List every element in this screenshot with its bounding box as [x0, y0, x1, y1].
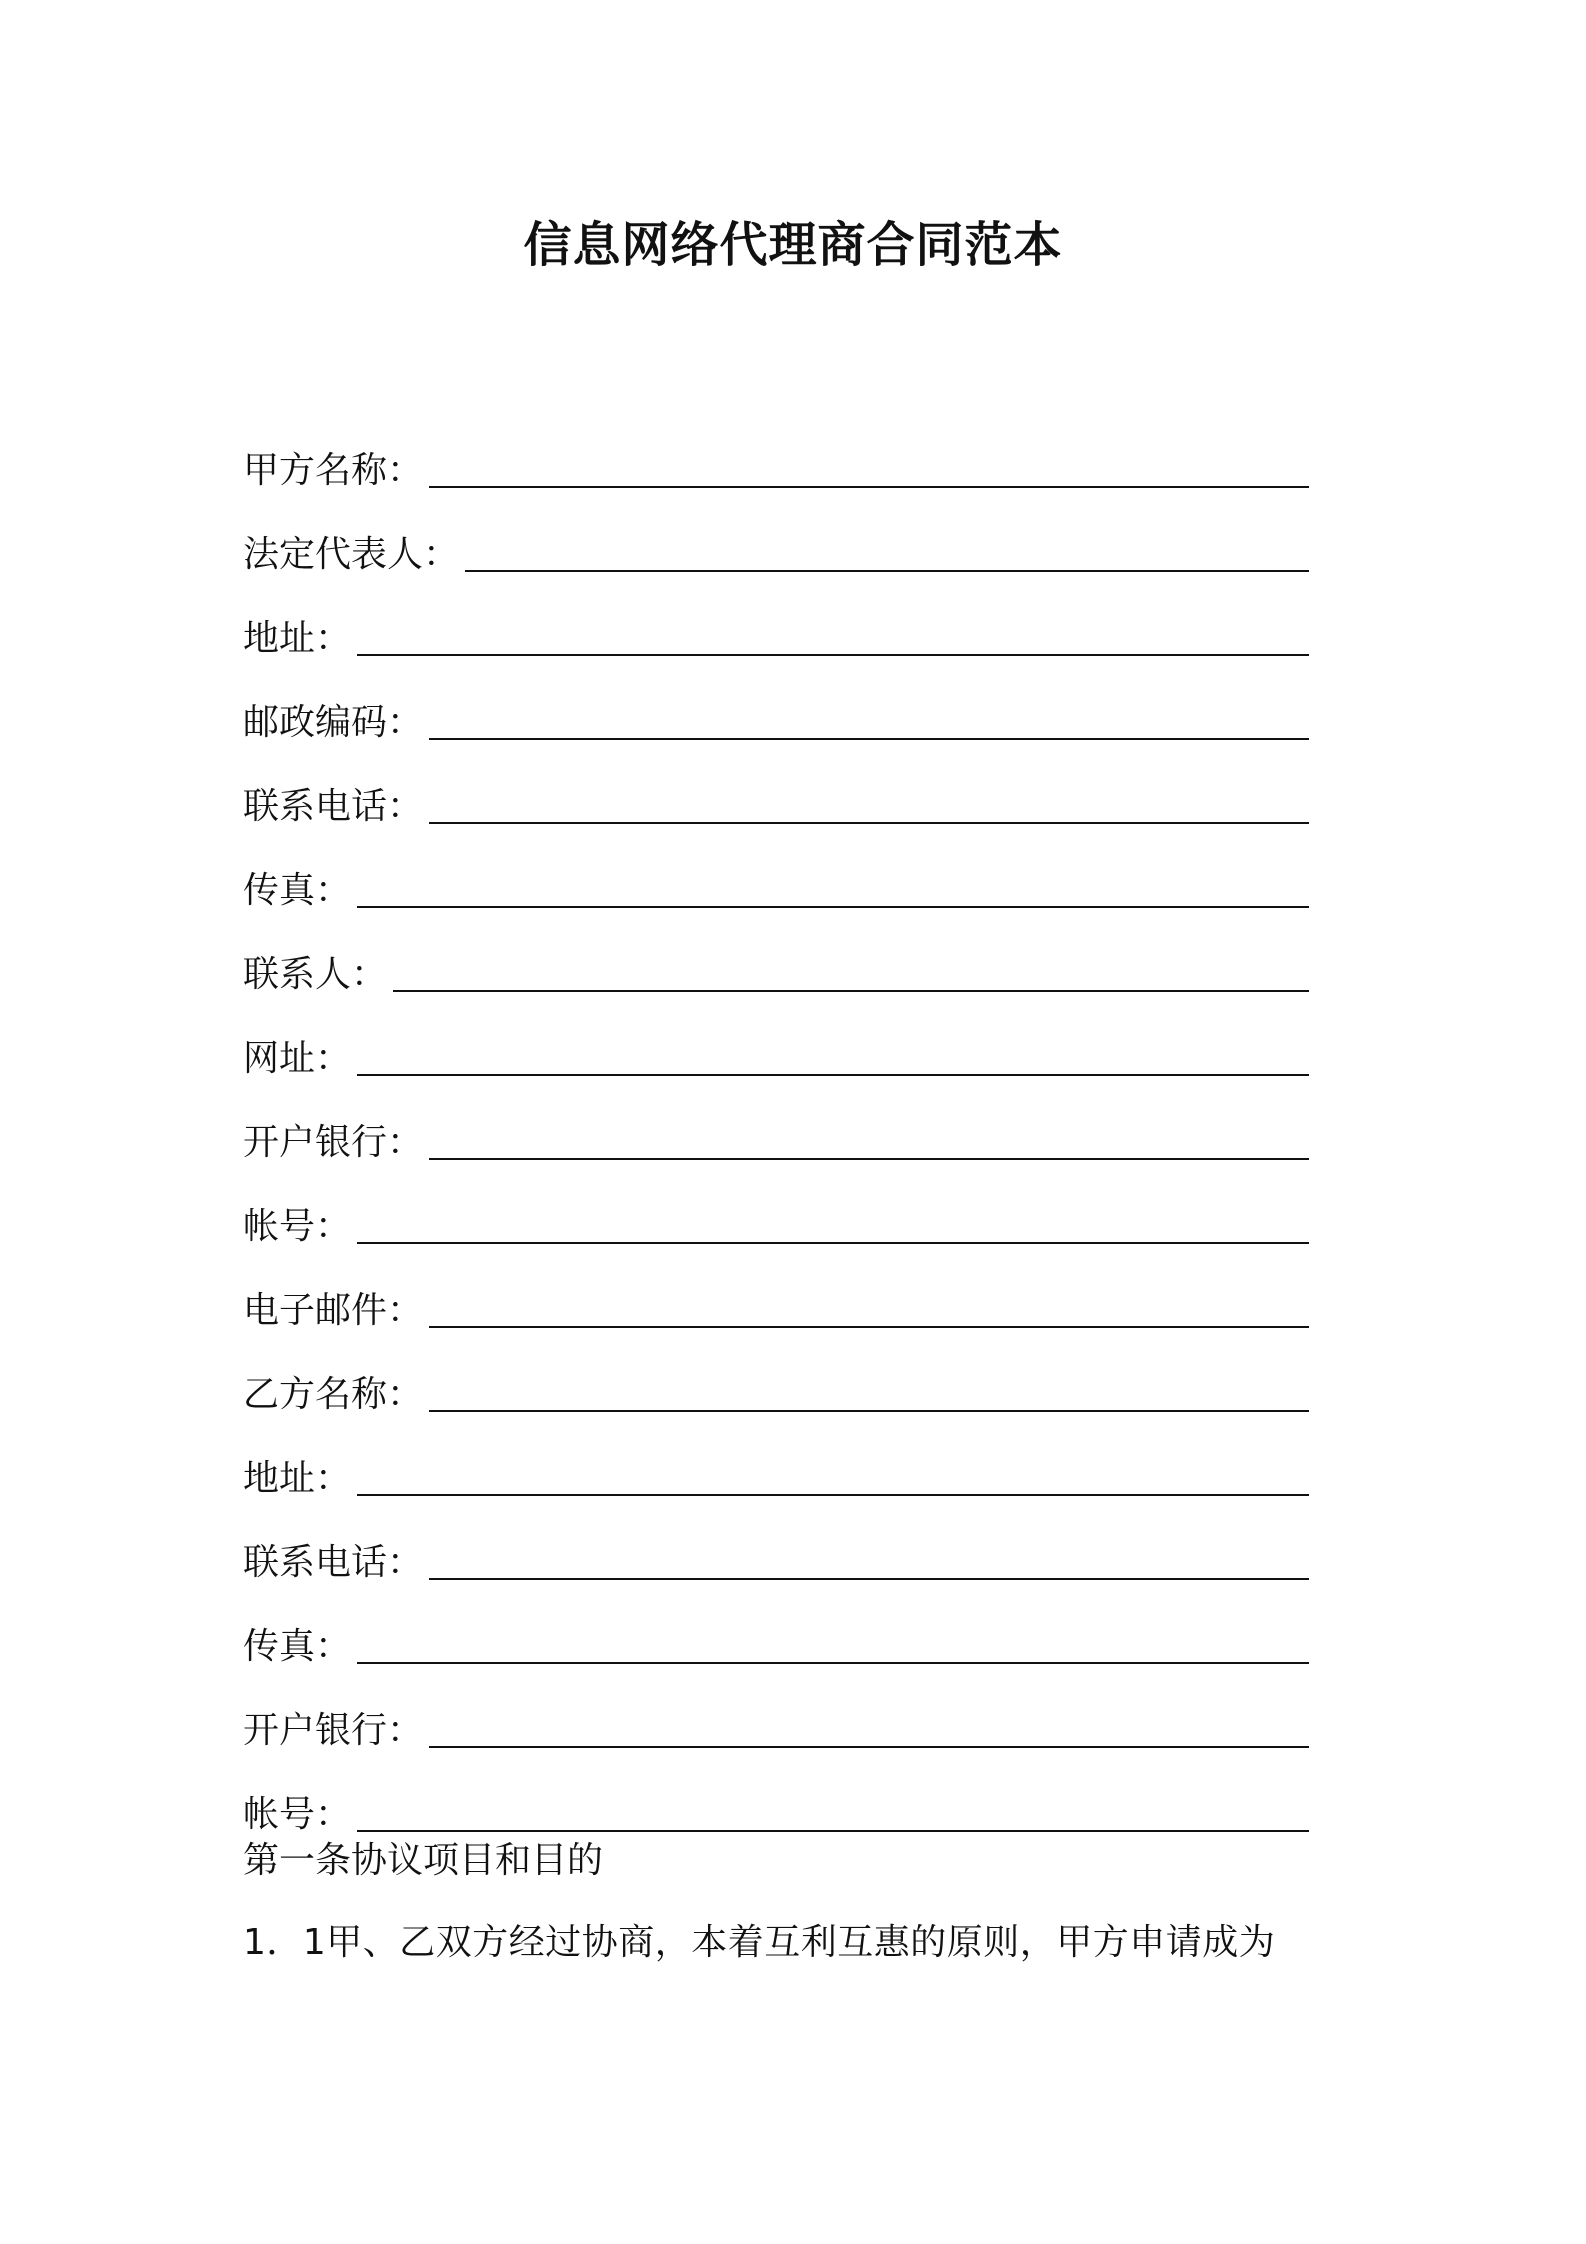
field-label: 地址： — [243, 618, 352, 659]
field-label: 传真： — [243, 1626, 352, 1667]
field-label: 传真： — [243, 870, 352, 911]
blank-line[interactable] — [429, 1534, 1309, 1580]
field-postal-code — [243, 664, 1309, 748]
field-contact-person — [243, 916, 1309, 1000]
field-party-b-phone — [243, 1504, 1309, 1588]
blank-line[interactable] — [429, 1114, 1309, 1160]
blank-line[interactable] — [357, 1450, 1309, 1496]
blank-line[interactable] — [429, 1702, 1309, 1748]
blank-line[interactable] — [357, 1198, 1309, 1244]
field-label: 帐号： — [243, 1794, 352, 1835]
field-label: 开户银行： — [243, 1710, 424, 1751]
field-label: 联系人： — [243, 954, 388, 995]
field-label: 联系电话： — [243, 1542, 424, 1583]
field-legal-representative — [243, 496, 1309, 580]
blank-line[interactable] — [465, 526, 1309, 572]
document-title: 信息网络代理商合同范本 — [523, 217, 1063, 273]
clause-paragraph: 1．1甲、乙双方经过协商，本着互利互惠的原则，甲方申请成为 — [243, 1922, 1276, 1963]
field-party-b-bank — [243, 1672, 1309, 1756]
blank-line[interactable] — [357, 1786, 1309, 1832]
field-party-b-account — [243, 1756, 1309, 1840]
field-label: 邮政编码： — [243, 702, 424, 743]
blank-line[interactable] — [429, 694, 1309, 740]
field-label: 帐号： — [243, 1206, 352, 1247]
blank-line[interactable] — [393, 946, 1309, 992]
blank-line[interactable] — [429, 1282, 1309, 1328]
blank-line[interactable] — [357, 862, 1309, 908]
field-label: 地址： — [243, 1458, 352, 1499]
blank-line[interactable] — [429, 778, 1309, 824]
field-label: 甲方名称： — [243, 450, 424, 491]
field-label: 法定代表人： — [243, 534, 460, 575]
field-party-a-address — [243, 580, 1309, 664]
field-label: 网址： — [243, 1038, 352, 1079]
blank-line[interactable] — [357, 610, 1309, 656]
field-party-a-bank — [243, 1084, 1309, 1168]
party-info-fields — [243, 412, 1309, 1840]
field-label: 乙方名称： — [243, 1374, 424, 1415]
field-party-a-name — [243, 412, 1309, 496]
blank-line[interactable] — [357, 1030, 1309, 1076]
field-website — [243, 1000, 1309, 1084]
article-heading: 第一条协议项目和目的 — [243, 1840, 604, 1881]
field-party-b-fax — [243, 1588, 1309, 1672]
field-party-b-name — [243, 1336, 1309, 1420]
blank-line[interactable] — [429, 442, 1309, 488]
field-party-a-phone — [243, 748, 1309, 832]
field-email — [243, 1252, 1309, 1336]
field-party-a-fax — [243, 832, 1309, 916]
blank-line[interactable] — [429, 1366, 1309, 1412]
blank-line[interactable] — [357, 1618, 1309, 1664]
field-party-b-address — [243, 1420, 1309, 1504]
field-label: 电子邮件： — [243, 1290, 424, 1331]
field-label: 联系电话： — [243, 786, 424, 827]
field-label: 开户银行： — [243, 1122, 424, 1163]
field-party-a-account — [243, 1168, 1309, 1252]
